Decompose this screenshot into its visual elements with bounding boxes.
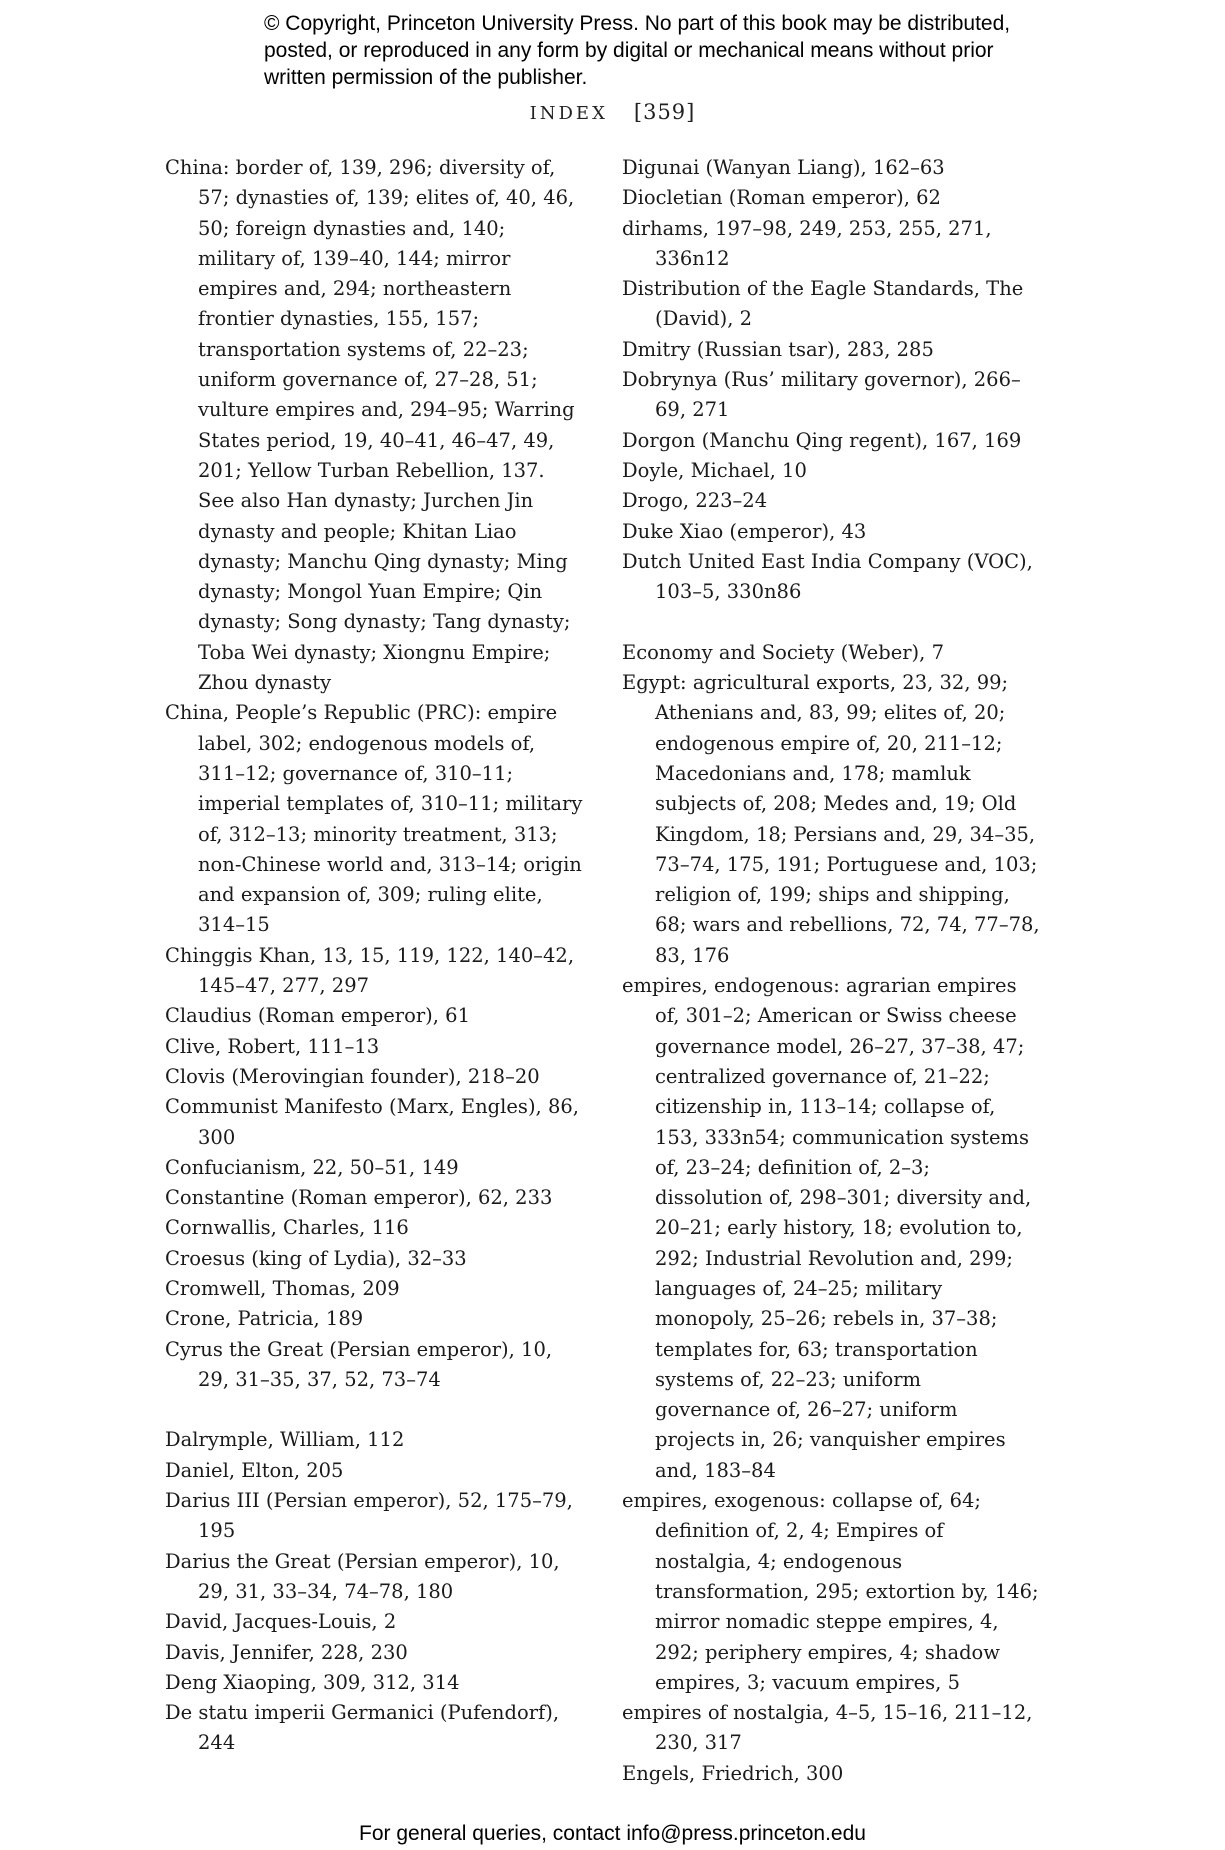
index-entry: Davis, Jennifer, 228, 230: [165, 1640, 408, 1664]
index-entry: Communist Manifesto (Marx, Engles), 86, 300: [165, 1095, 579, 1149]
index-entry: Cromwell, Thomas, 209: [165, 1276, 400, 1300]
index-entry: Cyrus the Great (Persian emperor), 10, 29, 31–35, 37, 52, 73–74: [165, 1337, 553, 1391]
index-entry: Drogo, 223–24: [622, 489, 768, 513]
index-entry: Claudius (Roman emperor), 61: [165, 1004, 470, 1028]
index-entry: Deng Xiaoping, 309, 312, 314: [165, 1670, 460, 1694]
index-entry: Confucianism, 22, 50–51, 149: [165, 1155, 459, 1179]
index-entry: Darius III (Persian emperor), 52, 175–79, 195: [165, 1489, 573, 1543]
index-entry: Doyle, Michael, 10: [622, 458, 807, 482]
index-entry: Clovis (Merovingian founder), 218–20: [165, 1064, 540, 1088]
copyright-notice: © Copyright, Princeton University Press. No part of this book may be distributed, posted, or reproduced in any form by digital or mechanical means without prior written permission of the publisher.: [264, 12, 1011, 89]
index-entry: Croesus (king of Lydia), 32–33: [165, 1246, 467, 1270]
index-entry: Engels, Friedrich, 300: [622, 1761, 844, 1785]
index-entry: Dalrymple, William, 112: [165, 1428, 405, 1452]
index-entry: empires of nostalgia, 4–5, 15–16, 211–12, 230, 317: [622, 1701, 1033, 1755]
index-column-left: [165, 153, 585, 1759]
running-head-section: INDEX: [529, 103, 608, 124]
index-entry: Chinggis Khan, 13, 15, 119, 122, 140–42, 145–47, 277, 297: [165, 943, 575, 998]
index-entry: Dobrynya (Rus’ military governor), 266–69, 271: [622, 368, 1021, 422]
index-entry: De statu imperii Germanici (Pufendorf), 244: [165, 1701, 560, 1755]
index-column-right: [622, 153, 1042, 1789]
index-entry: Diocletian (Roman emperor), 62: [622, 186, 941, 210]
index-entry: Daniel, Elton, 205: [165, 1458, 344, 1482]
index-entry: Economy and Society (Weber), 7: [622, 640, 944, 664]
index-entry: Dmitry (Russian tsar), 283, 285: [622, 337, 934, 361]
index-entry: Darius the Great (Persian emperor), 10, 29, 31, 33–34, 74–78, 180: [165, 1549, 560, 1603]
index-entry: Constantine (Roman emperor), 62, 233: [165, 1186, 553, 1210]
index-entry: dirhams, 197–98, 249, 253, 255, 271, 336n12: [622, 216, 992, 270]
index-entry: empires, exogenous: collapse of, 64; definition of, 2, 4; Empires of nostalgia, 4; endogenous transformation, 295; extortion by, 146; mirror nomadic steppe empires, 4, 292; periphery empires, 4; shadow empires, 3; vacuum empires, 5: [622, 1489, 1039, 1694]
index-entry: David, Jacques-Louis, 2: [165, 1610, 397, 1634]
index-entry: empires, endogenous: agrarian empires of, 301–2; American or Swiss cheese governance model, 26–27, 37–38, 47; centralized governance of, 21–22; citizenship in, 113–14; collapse of, 153, 333n54; communication systems of, 23–24; definition of, 2–3; dissolution of, 298–301; diversity and, 20–21; early history, 18; evolution to, 292; Industrial Revolution and, 299; languages of, 24–25; military monopoly, 25–26; rebels in, 37–38; templates for, 63; transportation systems of, 22–23; uniform governance of, 26–27; uniform projects in, 26; vanquisher empires and, 183–84: [622, 974, 1032, 1482]
index-entry: Distribution of the Eagle Standards, The (David), 2: [622, 277, 1024, 331]
index-entry: Digunai (Wanyan Liang), 162–63: [622, 156, 945, 179]
index-entry: Egypt: agricultural exports, 23, 32, 99; Athenians and, 83, 99; elites of, 20; endogenous empire of, 20, 211–12; Macedonians and, 178; mamluk subjects of, 208; Medes and, 19; Old Kingdom, 18; Persians and, 29, 34–35, 73–74, 175, 191; Portuguese and, 103; religion of, 199; ships and shipping, 68; wars and rebellions, 72, 74, 77–78, 83, 176: [622, 671, 1040, 967]
footer-contact: For general queries, contact info@press.princeton.edu: [359, 1822, 866, 1845]
index-entry: Dutch United East India Company (VOC), 103–5, 330n86: [622, 549, 1033, 604]
index-entry: Cornwallis, Charles, 116: [165, 1216, 409, 1240]
index-entry: Crone, Patricia, 189: [165, 1307, 364, 1331]
index-entry: Dorgon (Manchu Qing regent), 167, 169: [622, 428, 1022, 452]
running-head: [0, 100, 1225, 124]
page-number: [359]: [633, 100, 696, 124]
index-entry: China, People’s Republic (PRC): empire label, 302; endogenous models of, 311–12; governance of, 310–11; imperial templates of, 310–11; military of, 312–13; minority treatment, 313; non-Chinese world and, 313–14; origin and expansion of, 309; ruling elite, 314–15: [165, 701, 583, 937]
index-entry: China: border of, 139, 296; diversity of, 57; dynasties of, 139; elites of, 40, 46, 50; foreign dynasties and, 140; military of, 139–40, 144; mirror empires and, 294; northeastern frontier dynasties, 155, 157; transportation systems of, 22–23; uniform governance of, 27–28, 51; vulture empires and, 294–95; Warring States period, 19, 40–41, 46–47, 49, 201; Yellow Turban Rebellion, 137. See also Han dynasty; Jurchen Jin dynasty and people; Khitan Liao dynasty; Manchu Qing dynasty; Ming dynasty; Mongol Yuan Empire; Qin dynasty; Song dynasty; Tang dynasty; Toba Wei dynasty; Xiongnu Empire; Zhou dynasty: [165, 156, 575, 695]
index-entry: Duke Xiao (emperor), 43: [622, 519, 867, 543]
index-entry: Clive, Robert, 111–13: [165, 1034, 380, 1058]
